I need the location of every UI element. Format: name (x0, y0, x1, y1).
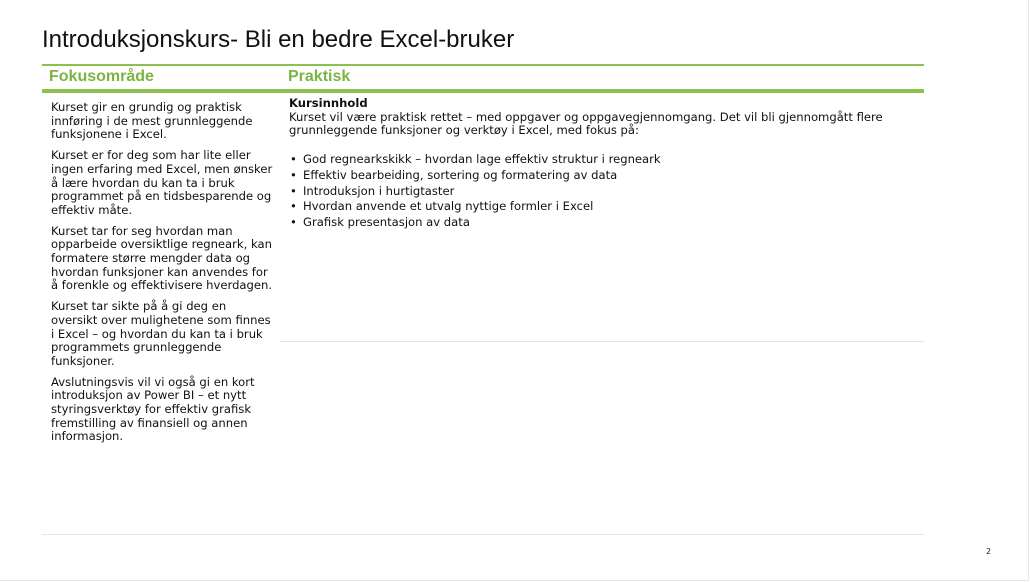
slide-title: Introduksjonskurs- Bli en bedre Excel-bruker (42, 26, 515, 53)
focus-paragraph: Kurset tar for seg hvordan man opparbeide oversiktlige regneark, kan formatere større mengder data og hvordan funksjoner kan anvendes for å forenkle og effektivisere hverdagen. (51, 223, 273, 293)
bullet-icon: • (290, 199, 297, 214)
focus-area-column (51, 101, 273, 451)
table-bottom-rule (42, 534, 924, 535)
table-top-rule (42, 64, 924, 66)
header-fokusomrade: Fokusområde (49, 68, 154, 85)
bullet-icon: • (290, 167, 297, 182)
list-item-text: Introduksjon i hurtigtaster (303, 183, 455, 198)
bullet-icon: • (290, 152, 297, 167)
header-praktisk: Praktisk (288, 68, 351, 85)
focus-paragraph: Kurset tar sikte på å gi deg en oversikt over mulighetene som finnes i Excel – og hvordan du kan ta i bruk programmets grunnleggende funksjoner. (51, 299, 271, 368)
list-item-text: Grafisk presentasjon av data (303, 214, 470, 229)
list-item-text: Effektiv bearbeiding, sortering og formatering av data (303, 167, 618, 182)
course-content-heading: Kursinnhold (289, 96, 368, 110)
list-item (289, 216, 909, 230)
course-content-intro: Kurset vil være praktisk rettet – med oppgaver og oppgavegjennomgang. Det vil bli gjennomgått flere grunnleggende funksjoner og verktøy i Excel, med fokus på: (289, 109, 883, 138)
list-item-text: Hvordan anvende et utvalg nyttige formler i Excel (303, 199, 594, 214)
focus-paragraph: Avslutningsvis vil vi også gi en kort introduksjon av Power BI – et nytt styringsverktøy for effektiv grafisk fremstilling av finansiell og annen informasjon. (51, 374, 255, 444)
course-topic-list (289, 153, 909, 230)
bullet-icon: • (290, 214, 297, 229)
list-item (289, 200, 909, 214)
row-divider (280, 341, 924, 342)
practical-column (289, 97, 909, 232)
focus-paragraph: Kurset gir en grundig og praktisk innføring i de mest grunnleggende funksjonene i Excel. (51, 100, 253, 142)
list-item (289, 169, 909, 183)
table-header-rule (42, 89, 924, 93)
focus-paragraph: Kurset er for deg som har lite eller ingen erfaring med Excel, men ønsker å lære hvordan du kan ta i bruk programmet på en tidsbesparende og effektiv måte. (51, 148, 273, 217)
bullet-icon: • (290, 183, 297, 198)
list-item (289, 185, 909, 199)
list-item-text: God regnearkskikk – hvordan lage effektiv struktur i regneark (303, 152, 661, 167)
list-item (289, 153, 909, 167)
page-number: 2 (986, 547, 992, 556)
